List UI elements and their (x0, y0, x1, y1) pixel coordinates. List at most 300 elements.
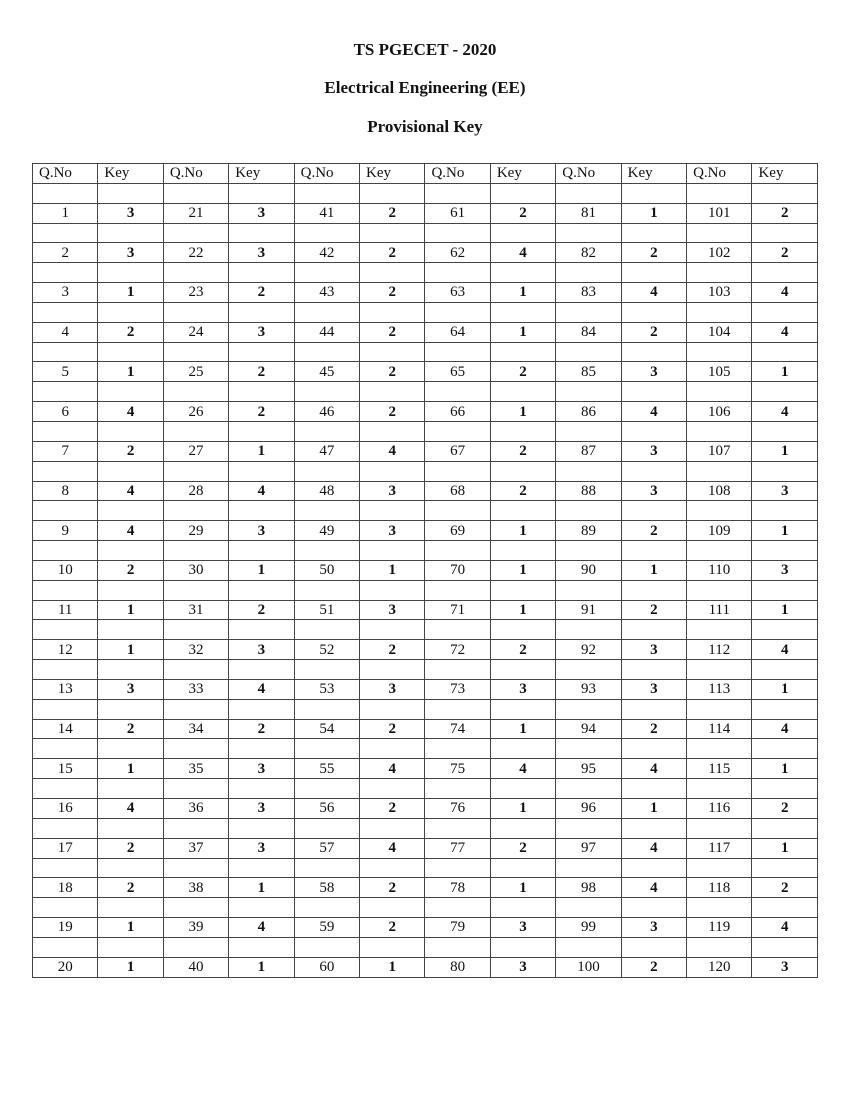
empty-cell (752, 779, 818, 799)
answer-key-cell: 4 (621, 838, 686, 858)
answer-key-cell: 3 (229, 640, 294, 660)
answer-key-cell: 3 (229, 799, 294, 819)
empty-cell (229, 421, 294, 441)
empty-cell (360, 183, 425, 203)
spacer-row (33, 858, 818, 878)
empty-cell (621, 699, 686, 719)
answer-key-cell: 2 (490, 203, 555, 223)
answer-key-cell: 2 (98, 322, 163, 342)
answer-key-cell: 1 (98, 640, 163, 660)
spacer-row (33, 660, 818, 680)
empty-cell (490, 263, 555, 283)
empty-cell (98, 501, 163, 521)
empty-cell (163, 858, 228, 878)
empty-cell (556, 541, 621, 561)
question-number-cell: 37 (163, 838, 228, 858)
answer-key-cell: 1 (490, 521, 555, 541)
answer-key-cell: 4 (98, 402, 163, 422)
column-header-key: Key (98, 164, 163, 184)
empty-cell (33, 421, 98, 441)
empty-cell (98, 183, 163, 203)
question-number-cell: 25 (163, 362, 228, 382)
question-number-cell: 28 (163, 481, 228, 501)
answer-key-cell: 2 (621, 600, 686, 620)
answer-key-cell: 1 (752, 521, 818, 541)
question-number-cell: 52 (294, 640, 359, 660)
empty-cell (163, 818, 228, 838)
question-number-cell: 88 (556, 481, 621, 501)
empty-cell (98, 898, 163, 918)
empty-cell (621, 818, 686, 838)
question-number-cell: 7 (33, 441, 98, 461)
table-row (33, 719, 818, 739)
empty-cell (98, 937, 163, 957)
answer-key-cell: 1 (621, 560, 686, 580)
question-number-cell: 71 (425, 600, 490, 620)
answer-key-cell: 2 (490, 838, 555, 858)
empty-cell (490, 739, 555, 759)
answer-key-cell: 4 (360, 441, 425, 461)
empty-cell (229, 302, 294, 322)
answer-key-cell: 1 (752, 362, 818, 382)
answer-key-cell: 4 (621, 878, 686, 898)
empty-cell (556, 660, 621, 680)
answer-key-cell: 2 (621, 322, 686, 342)
empty-cell (33, 937, 98, 957)
answer-key-cell: 1 (752, 838, 818, 858)
empty-cell (556, 501, 621, 521)
empty-cell (425, 739, 490, 759)
question-number-cell: 39 (163, 918, 228, 938)
empty-cell (752, 263, 818, 283)
answer-key-cell: 1 (229, 957, 294, 977)
empty-cell (556, 183, 621, 203)
answer-key-cell: 1 (98, 918, 163, 938)
empty-cell (621, 660, 686, 680)
empty-cell (294, 263, 359, 283)
empty-cell (163, 183, 228, 203)
question-number-cell: 99 (556, 918, 621, 938)
document-type: Provisional Key (367, 117, 483, 136)
question-number-cell: 64 (425, 322, 490, 342)
answer-key-cell: 4 (229, 481, 294, 501)
subject-title: Electrical Engineering (EE) (324, 78, 526, 97)
empty-cell (556, 858, 621, 878)
empty-cell (490, 183, 555, 203)
question-number-cell: 114 (687, 719, 752, 739)
empty-cell (556, 263, 621, 283)
empty-cell (33, 541, 98, 561)
answer-key-cell: 3 (621, 679, 686, 699)
empty-cell (98, 382, 163, 402)
empty-cell (229, 898, 294, 918)
empty-cell (33, 620, 98, 640)
empty-cell (687, 898, 752, 918)
question-number-cell: 56 (294, 799, 359, 819)
empty-cell (752, 937, 818, 957)
question-number-cell: 87 (556, 441, 621, 461)
empty-cell (425, 818, 490, 838)
empty-cell (98, 461, 163, 481)
answer-key-cell: 2 (752, 243, 818, 263)
spacer-row (33, 342, 818, 362)
empty-cell (33, 302, 98, 322)
table-row (33, 600, 818, 620)
answer-key-cell: 4 (752, 283, 818, 303)
question-number-cell: 55 (294, 759, 359, 779)
empty-cell (621, 898, 686, 918)
empty-cell (556, 421, 621, 441)
question-number-cell: 61 (425, 203, 490, 223)
question-number-cell: 17 (33, 838, 98, 858)
answer-key-cell: 1 (490, 560, 555, 580)
question-number-cell: 46 (294, 402, 359, 422)
spacer-row (33, 382, 818, 402)
question-number-cell: 11 (33, 600, 98, 620)
empty-cell (360, 937, 425, 957)
answer-key-cell: 4 (621, 283, 686, 303)
question-number-cell: 74 (425, 719, 490, 739)
question-number-cell: 96 (556, 799, 621, 819)
empty-cell (621, 421, 686, 441)
empty-cell (752, 302, 818, 322)
empty-cell (294, 620, 359, 640)
column-header-key: Key (752, 164, 818, 184)
answer-key-cell: 1 (98, 600, 163, 620)
question-number-cell: 90 (556, 560, 621, 580)
answer-key-cell: 2 (98, 838, 163, 858)
empty-cell (33, 501, 98, 521)
empty-cell (621, 739, 686, 759)
empty-cell (229, 660, 294, 680)
answer-key-cell: 2 (229, 719, 294, 739)
empty-cell (752, 421, 818, 441)
question-number-cell: 113 (687, 679, 752, 699)
question-number-cell: 66 (425, 402, 490, 422)
empty-cell (621, 937, 686, 957)
empty-cell (556, 818, 621, 838)
answer-key-cell: 1 (229, 441, 294, 461)
empty-cell (556, 461, 621, 481)
empty-cell (163, 699, 228, 719)
answer-key-cell: 4 (621, 402, 686, 422)
empty-cell (425, 183, 490, 203)
empty-cell (621, 342, 686, 362)
question-number-cell: 94 (556, 719, 621, 739)
question-number-cell: 22 (163, 243, 228, 263)
empty-cell (425, 858, 490, 878)
empty-cell (229, 461, 294, 481)
empty-cell (33, 263, 98, 283)
spacer-row (33, 541, 818, 561)
empty-cell (490, 937, 555, 957)
empty-cell (687, 858, 752, 878)
spacer-row (33, 501, 818, 521)
table-row (33, 441, 818, 461)
question-number-cell: 120 (687, 957, 752, 977)
answer-key-cell: 4 (98, 799, 163, 819)
empty-cell (556, 739, 621, 759)
question-number-cell: 43 (294, 283, 359, 303)
empty-cell (621, 580, 686, 600)
answer-key-cell: 4 (98, 521, 163, 541)
empty-cell (294, 382, 359, 402)
empty-cell (163, 779, 228, 799)
question-number-cell: 12 (33, 640, 98, 660)
empty-cell (490, 461, 555, 481)
empty-cell (360, 818, 425, 838)
empty-cell (163, 382, 228, 402)
empty-cell (294, 183, 359, 203)
answer-key-cell: 4 (229, 918, 294, 938)
answer-key-cell: 3 (98, 243, 163, 263)
question-number-cell: 75 (425, 759, 490, 779)
empty-cell (163, 898, 228, 918)
empty-cell (425, 421, 490, 441)
question-number-cell: 65 (425, 362, 490, 382)
answer-key-cell: 2 (360, 402, 425, 422)
question-number-cell: 14 (33, 719, 98, 739)
table-row (33, 521, 818, 541)
column-header-qno: Q.No (33, 164, 98, 184)
empty-cell (294, 302, 359, 322)
question-number-cell: 33 (163, 679, 228, 699)
empty-cell (33, 739, 98, 759)
empty-cell (163, 620, 228, 640)
empty-cell (752, 858, 818, 878)
empty-cell (360, 302, 425, 322)
answer-key-cell: 2 (229, 402, 294, 422)
empty-cell (33, 898, 98, 918)
answer-key-cell: 2 (360, 322, 425, 342)
question-number-cell: 32 (163, 640, 228, 660)
answer-key-cell: 2 (752, 203, 818, 223)
empty-cell (490, 898, 555, 918)
empty-cell (621, 858, 686, 878)
answer-key-cell: 2 (360, 799, 425, 819)
answer-key-cell: 2 (752, 878, 818, 898)
question-number-cell: 40 (163, 957, 228, 977)
empty-cell (294, 699, 359, 719)
answer-key-cell: 3 (229, 759, 294, 779)
empty-cell (163, 739, 228, 759)
empty-cell (229, 183, 294, 203)
empty-cell (98, 342, 163, 362)
question-number-cell: 1 (33, 203, 98, 223)
empty-cell (98, 620, 163, 640)
empty-cell (294, 779, 359, 799)
question-number-cell: 93 (556, 679, 621, 699)
answer-key-cell: 4 (490, 243, 555, 263)
empty-cell (229, 501, 294, 521)
column-header-key: Key (229, 164, 294, 184)
empty-cell (752, 461, 818, 481)
answer-key-cell: 2 (490, 362, 555, 382)
empty-cell (33, 223, 98, 243)
answer-key-cell: 3 (621, 640, 686, 660)
empty-cell (229, 541, 294, 561)
empty-cell (752, 898, 818, 918)
table-row (33, 679, 818, 699)
empty-cell (98, 263, 163, 283)
empty-cell (98, 818, 163, 838)
answer-key-cell: 1 (98, 759, 163, 779)
question-number-cell: 79 (425, 918, 490, 938)
answer-key-cell: 1 (490, 600, 555, 620)
empty-cell (425, 541, 490, 561)
question-number-cell: 2 (33, 243, 98, 263)
empty-cell (33, 342, 98, 362)
question-number-cell: 67 (425, 441, 490, 461)
empty-cell (33, 699, 98, 719)
table-row (33, 918, 818, 938)
question-number-cell: 97 (556, 838, 621, 858)
empty-cell (33, 858, 98, 878)
empty-cell (687, 501, 752, 521)
empty-cell (360, 779, 425, 799)
empty-cell (752, 580, 818, 600)
empty-cell (490, 342, 555, 362)
empty-cell (163, 421, 228, 441)
empty-cell (687, 620, 752, 640)
empty-cell (229, 263, 294, 283)
answer-key-cell: 4 (98, 481, 163, 501)
spacer-row (33, 183, 818, 203)
question-number-cell: 24 (163, 322, 228, 342)
empty-cell (360, 263, 425, 283)
exam-title: TS PGECET - 2020 (353, 40, 497, 59)
empty-cell (687, 818, 752, 838)
answer-key-cell: 3 (752, 957, 818, 977)
empty-cell (98, 223, 163, 243)
answer-key-cell: 3 (752, 481, 818, 501)
empty-cell (163, 342, 228, 362)
answer-key-cell: 2 (360, 719, 425, 739)
answer-key-cell: 3 (490, 957, 555, 977)
spacer-row (33, 937, 818, 957)
answer-key-table (32, 163, 818, 978)
answer-key-cell: 1 (752, 679, 818, 699)
empty-cell (163, 501, 228, 521)
table-row (33, 759, 818, 779)
question-number-cell: 51 (294, 600, 359, 620)
question-number-cell: 76 (425, 799, 490, 819)
empty-cell (98, 739, 163, 759)
empty-cell (687, 739, 752, 759)
empty-cell (556, 779, 621, 799)
question-number-cell: 82 (556, 243, 621, 263)
empty-cell (360, 342, 425, 362)
empty-cell (687, 302, 752, 322)
question-number-cell: 109 (687, 521, 752, 541)
empty-cell (687, 937, 752, 957)
question-number-cell: 112 (687, 640, 752, 660)
empty-cell (98, 421, 163, 441)
answer-key-cell: 1 (229, 878, 294, 898)
question-number-cell: 77 (425, 838, 490, 858)
empty-cell (556, 223, 621, 243)
answer-key-cell: 2 (490, 640, 555, 660)
column-header-qno: Q.No (425, 164, 490, 184)
empty-cell (490, 620, 555, 640)
empty-cell (425, 779, 490, 799)
spacer-row (33, 620, 818, 640)
answer-key-cell: 3 (229, 203, 294, 223)
empty-cell (687, 342, 752, 362)
question-number-cell: 95 (556, 759, 621, 779)
question-number-cell: 16 (33, 799, 98, 819)
question-number-cell: 111 (687, 600, 752, 620)
empty-cell (621, 223, 686, 243)
question-number-cell: 102 (687, 243, 752, 263)
empty-cell (687, 421, 752, 441)
question-number-cell: 49 (294, 521, 359, 541)
empty-cell (33, 183, 98, 203)
question-number-cell: 103 (687, 283, 752, 303)
table-row (33, 283, 818, 303)
answer-key-cell: 1 (360, 560, 425, 580)
spacer-row (33, 779, 818, 799)
spacer-row (33, 739, 818, 759)
answer-key-cell: 3 (360, 600, 425, 620)
empty-cell (33, 818, 98, 838)
empty-cell (163, 461, 228, 481)
empty-cell (360, 620, 425, 640)
question-number-cell: 105 (687, 362, 752, 382)
empty-cell (752, 501, 818, 521)
answer-key-cell: 1 (490, 799, 555, 819)
question-number-cell: 85 (556, 362, 621, 382)
question-number-cell: 116 (687, 799, 752, 819)
question-number-cell: 10 (33, 560, 98, 580)
answer-key-cell: 3 (229, 838, 294, 858)
answer-key-cell: 3 (229, 322, 294, 342)
empty-cell (490, 541, 555, 561)
empty-cell (621, 541, 686, 561)
answer-key-cell: 3 (98, 203, 163, 223)
empty-cell (163, 541, 228, 561)
answer-key-cell: 2 (490, 481, 555, 501)
question-number-cell: 80 (425, 957, 490, 977)
spacer-row (33, 302, 818, 322)
empty-cell (490, 858, 555, 878)
question-number-cell: 13 (33, 679, 98, 699)
empty-cell (621, 779, 686, 799)
column-header-key: Key (360, 164, 425, 184)
empty-cell (229, 858, 294, 878)
question-number-cell: 45 (294, 362, 359, 382)
empty-cell (163, 660, 228, 680)
empty-cell (490, 779, 555, 799)
answer-key-cell: 4 (752, 719, 818, 739)
empty-cell (490, 818, 555, 838)
empty-cell (425, 699, 490, 719)
empty-cell (687, 779, 752, 799)
empty-cell (687, 263, 752, 283)
empty-cell (229, 382, 294, 402)
question-number-cell: 70 (425, 560, 490, 580)
empty-cell (425, 461, 490, 481)
empty-cell (360, 382, 425, 402)
question-number-cell: 42 (294, 243, 359, 263)
empty-cell (621, 183, 686, 203)
question-number-cell: 36 (163, 799, 228, 819)
empty-cell (294, 739, 359, 759)
spacer-row (33, 421, 818, 441)
question-number-cell: 57 (294, 838, 359, 858)
answer-key-cell: 2 (360, 243, 425, 263)
answer-key-cell: 2 (360, 918, 425, 938)
